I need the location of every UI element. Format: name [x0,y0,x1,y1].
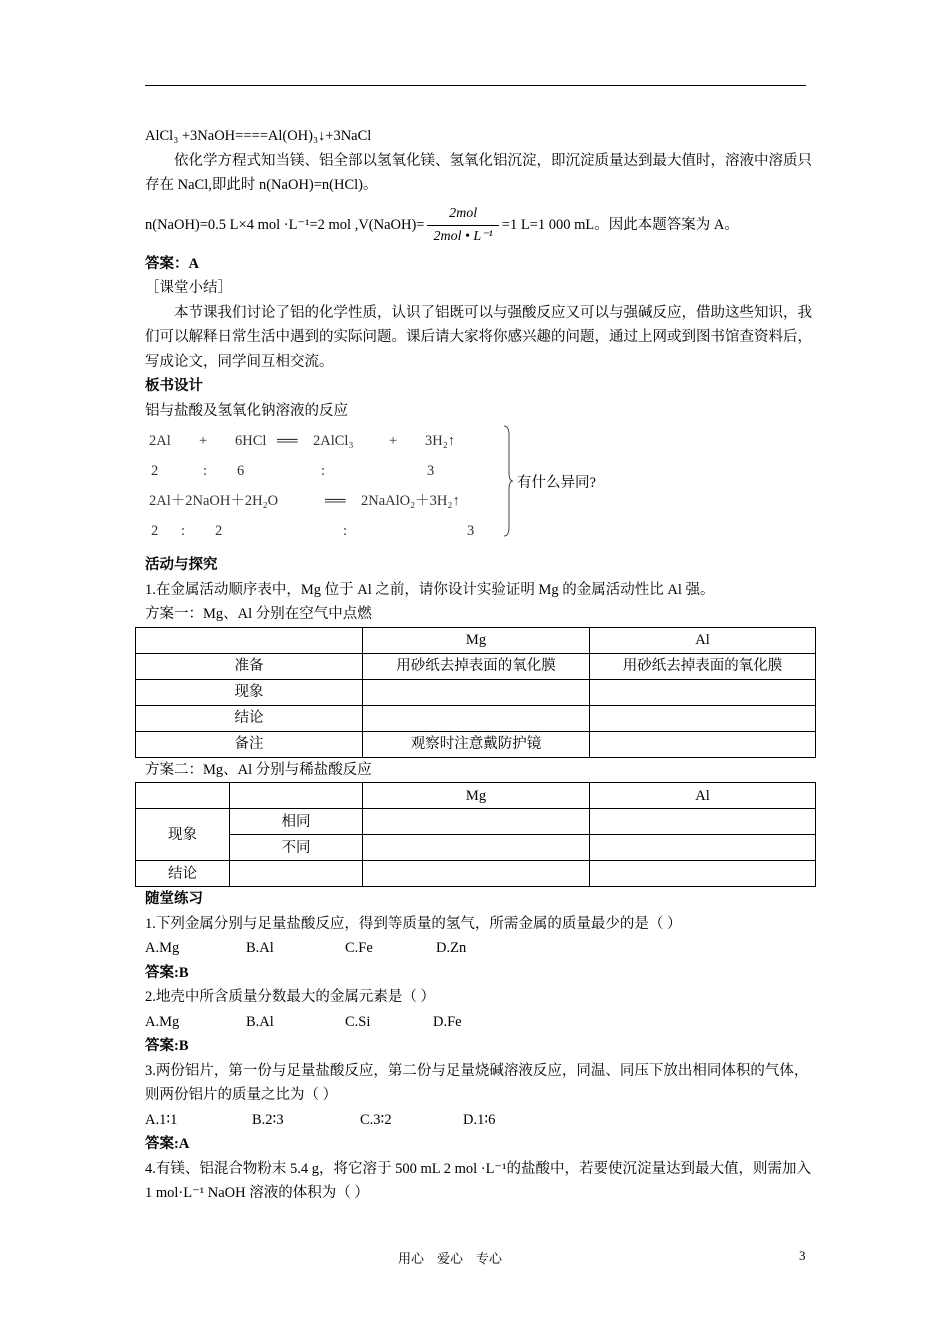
option: B.Al [246,940,274,956]
table-cell [363,861,590,887]
eq2-right: 2NaAlO₂＋3H₂↑ [361,493,460,509]
table-header-cell: Mg [363,627,590,653]
option: A.1∶1 [145,1111,178,1128]
table-cell [590,861,816,887]
options-row [145,936,815,961]
option: A.Mg [145,940,180,956]
practice-question-2: 2.地壳中所含质量分数最大的金属元素是（ ） [145,989,435,1005]
plan1-table [135,627,816,758]
ratio1-colon: : [203,463,208,479]
table-header-cell: Al [590,627,816,653]
page-number: 3 [799,1248,806,1263]
table-row [136,653,816,679]
table-header-cell [230,783,363,809]
table-cell [590,809,816,835]
table-header-cell [136,627,363,653]
summary-text: 本节课我们讨论了铝的化学性质，认识了铝既可以与强酸反应又可以与强碱反应，借助这些知识，我们可以解释日常生活中遇到的实际问题。课后请大家将你感兴趣的问题，通过上网或到图书馆查资料后，写成论文，同学间互相交流。 [145,304,812,370]
option: D.Fe [433,1013,462,1030]
ratio1-colon: : [321,463,326,479]
table-cell [363,835,590,861]
option: D.Zn [436,940,467,956]
eq1-term: 6HCl [235,433,267,449]
option: D.1∶6 [463,1111,496,1128]
equation-line: AlCl₃ +3NaOH====Al(OH)₃↓+3NaCl [145,128,372,144]
fraction-numerator: 2mol [449,205,478,221]
table-cell [363,679,590,705]
table-header-row [136,627,816,653]
table-cell: 用砂纸去掉表面的氧化膜 [363,653,590,679]
table-row [136,861,816,887]
option: A.Mg [145,1013,180,1030]
activity-heading: 活动与探究 [145,557,218,573]
table-row [136,731,816,757]
document-body [145,124,815,1206]
practice-question-3: 3.两份铝片，第一份与足量盐酸反应，第二份与足量烧碱溶液反应，同温、同压下放出相同体积的气体，则两份铝片的质量之比为（ ） [145,1062,809,1103]
table-cell [590,835,816,861]
eq1-plus: + [389,433,398,449]
ratio1-value: 3 [427,463,435,479]
table-cell [590,679,816,705]
board-subtitle: 铝与盐酸及氢氧化钠溶液的反应 [145,402,348,419]
eq1-term: 2AlCl₃ [313,433,354,449]
calculation-line [145,198,815,252]
plan1-title: 方案一：Mg、Al 分别在空气中点燃 [145,606,372,622]
ratio2-colon: : [343,523,348,539]
table-cell: 结论 [136,861,230,887]
table-header-cell [136,783,230,809]
ratio1-value: 6 [237,463,245,479]
table-cell: 观察时注意戴防护镜 [363,731,590,757]
board-heading: 板书设计 [145,378,203,394]
ratio2-value: 2 [151,523,159,539]
option: B.Al [246,1013,274,1030]
table-header-cell: Al [590,783,816,809]
board-question: 有什么异同? [517,475,596,491]
eq2-left: 2Al＋2NaOH＋2H₂O [149,493,279,509]
option: C.3∶2 [360,1111,392,1128]
table-cell: 用砂纸去掉表面的氧化膜 [590,653,816,679]
right-brace-icon [503,425,513,537]
table-cell: 备注 [136,731,363,757]
table-row [136,705,816,731]
eq1-term: 2Al [149,433,171,449]
options-row [145,1108,815,1133]
answer-label: 答案:B [145,964,189,981]
practice-question-1: 1.下列金属分别与足量盐酸反应，得到等质量的氢气，所需金属的质量最少的是（ ） [145,915,682,932]
calc-prefix: n(NaOH)=0.5 L×4 mol ·L⁻¹=2 mol ,V(NaOH)= [145,216,425,233]
table-cell: 准备 [136,653,363,679]
table-cell [230,861,363,887]
option: C.Si [345,1013,371,1030]
fraction-denominator: 2mol • L⁻¹ [427,225,498,248]
board-equations [145,425,815,549]
table-cell [590,705,816,731]
table-header-row [136,783,816,809]
calc-suffix: =1 L=1 000 mL。因此本题答案为 A。 [501,216,739,233]
table-cell: 现象 [136,809,230,861]
table-cell: 不同 [230,835,363,861]
plan2-title: 方案二：Mg、Al 分别与稀盐酸反应 [145,761,372,778]
option: C.Fe [345,940,373,956]
answer-label: 答案:B [145,1038,189,1054]
table-cell [590,731,816,757]
activity-question: 1.在金属活动顺序表中，Mg 位于 Al 之前，请你设计实验证明 Mg 的金属活动性比 Al 强。 [145,581,715,598]
eq1-equals: ══ [277,433,298,449]
plan2-table [135,782,816,887]
table-cell [363,809,590,835]
footer-motto: 用心 爱心 专心 [398,1251,503,1266]
practice-heading: 随堂练习 [145,891,203,907]
eq1-plus: + [199,433,208,449]
eq2-equals: ══ [325,493,346,509]
explanation-paragraph: 依化学方程式知当镁、铝全部以氢氧化镁、氢氧化铝沉淀，即沉淀质量达到最大值时，溶液中溶质只存在 NaCl,即此时 n(NaOH)=n(HCl)。 [145,152,812,193]
table-cell [363,705,590,731]
fraction [427,203,498,248]
practice-question-4: 4.有镁、铝混合物粉末 5.4 g，将它溶于 500 mL 2 mol ·L⁻¹的盐酸中，若要使沉淀量达到最大值，则需加入 1 mol·L⁻¹ NaOH 溶液的体积为（ ） [145,1160,811,1201]
option: B.2∶3 [252,1111,284,1128]
ratio2-value: 2 [215,523,223,539]
table-header-cell: Mg [363,783,590,809]
eq1-term: 3H₂↑ [425,433,456,449]
table-row [136,679,816,705]
table-cell: 现象 [136,679,363,705]
answer-label: 答案:A [145,1136,190,1152]
table-row [136,809,816,835]
table-cell: 相同 [230,809,363,835]
table-cell: 结论 [136,705,363,731]
summary-heading: ［课堂小结］ [145,280,232,296]
ratio2-colon: : [181,523,186,539]
options-row [145,1010,815,1035]
table-row [136,835,816,861]
header-rule [145,85,806,86]
ratio1-value: 2 [151,463,159,479]
ratio2-value: 3 [467,523,475,539]
answer-label: 答案：A [145,255,199,272]
